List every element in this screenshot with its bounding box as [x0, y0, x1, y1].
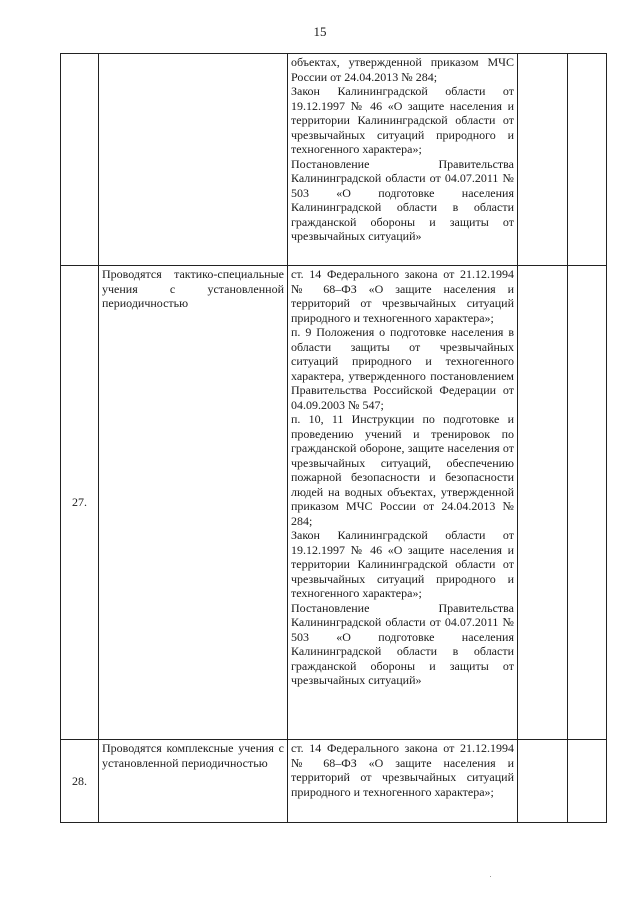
notes-cell: [568, 740, 607, 823]
documents-cell: [288, 54, 518, 266]
scan-speck: [490, 876, 491, 877]
requirement-cell: [99, 54, 288, 266]
requirement-cell: Проводятся тактико-специальные учения с установленной периодичностью: [99, 266, 288, 740]
notes-cell: [568, 266, 607, 740]
page-number: 15: [313, 24, 327, 39]
answer-cell: [518, 740, 568, 823]
document-reference: Постановление Правительства Калининградской области от 04.07.2011 № 503 «О подготовке населения Калининградской области в области гражданской обороны и защиты от чрезвычайных ситуаций»: [291, 600, 514, 687]
table-row: [61, 740, 607, 823]
row-number-cell: 28.: [61, 740, 99, 823]
document-reference: п. 10, 11 Инструкции по подготовке и проведению учений и тренировок по гражданской обороне, защите населения от чрезвычайных ситуаций, обеспечению пожарной безопасности и безопасности людей на водных объектах, утвержденной приказом МЧС России от 24.04.2013 № 284;: [291, 412, 514, 528]
requirements-table: [60, 53, 607, 823]
table-row: [61, 266, 607, 740]
notes-cell: [568, 54, 607, 266]
document-reference: ст. 14 Федерального закона от 21.12.1994 № 68–ФЗ «О защите населения и территорий от чрезвычайных ситуаций природного и техногенного характера»;: [291, 267, 514, 325]
document-reference: п. 9 Положения о подготовке населения в области защиты от чрезвычайных ситуаций природного и техногенного характера, утвержденного постановлением Правительства Российской Федерации от 04.09.2003 № 547;: [291, 325, 514, 412]
documents-cell: [288, 266, 518, 740]
answer-cell: [518, 54, 568, 266]
document-reference: ст. 14 Федерального закона от 21.12.1994 № 68–ФЗ «О защите населения и территорий от чрезвычайных ситуаций природного и техногенного характера»;: [291, 741, 514, 799]
document-reference: Постановление Правительства Калининградской области от 04.07.2011 № 503 «О подготовке населения Калининградской области в области гражданской обороны и защиты от чрезвычайных ситуаций»: [291, 156, 514, 243]
documents-cell: [288, 740, 518, 823]
requirement-cell: Проводятся комплексные учения с установленной периодичностью: [99, 740, 288, 823]
document-reference: объектах, утвержденной приказом МЧС России от 24.04.2013 № 284;: [291, 55, 514, 84]
document-reference: Закон Калининградской области от 19.12.1997 № 46 «О защите населения и территории Калининградской области от чрезвычайных ситуаций природного и техногенного характера»;: [291, 528, 514, 600]
document-reference: Закон Калининградской области от 19.12.1997 № 46 «О защите населения и территории Калининградской области от чрезвычайных ситуаций природного и техногенного характера»;: [291, 84, 514, 156]
table-row: [61, 54, 607, 266]
row-number-cell: [61, 54, 99, 266]
row-number-cell: 27.: [61, 266, 99, 740]
answer-cell: [518, 266, 568, 740]
